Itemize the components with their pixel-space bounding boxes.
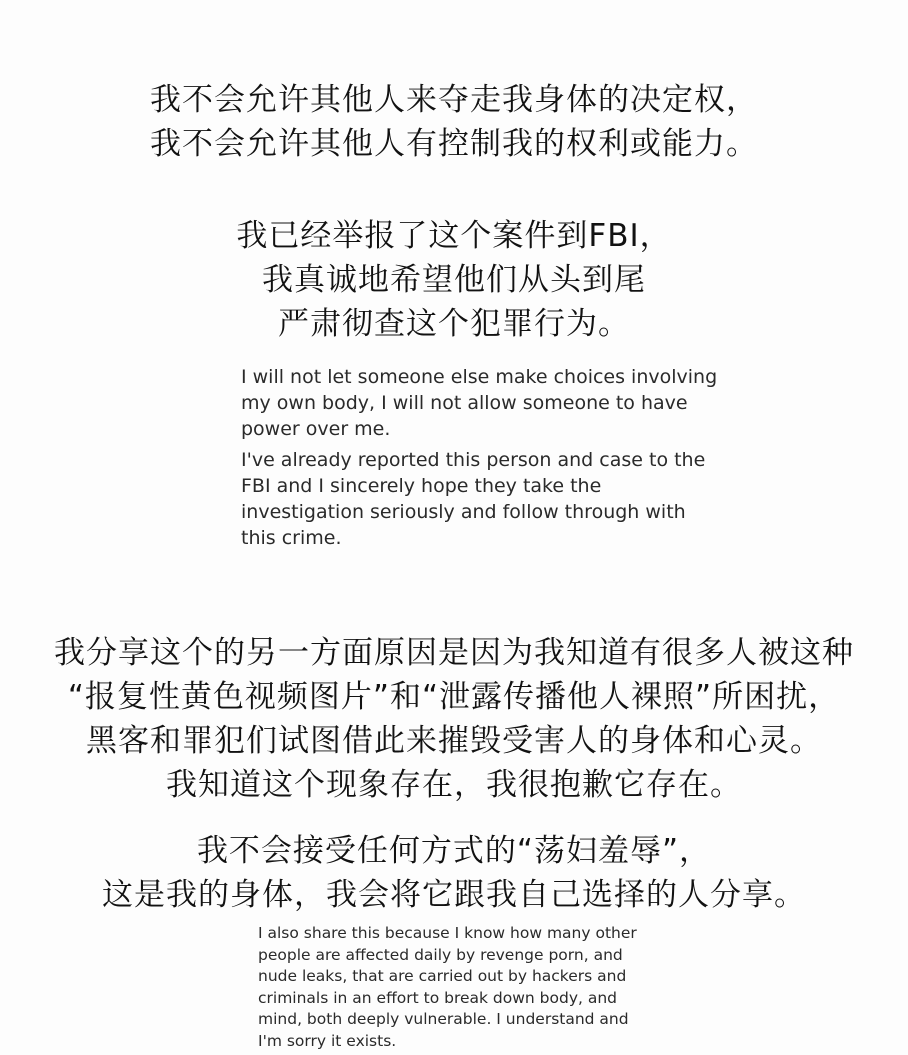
chinese-statement-why-sharing bbox=[0, 631, 908, 807]
text-line: I've already reported this person and case to the bbox=[241, 449, 706, 471]
chinese-statement-my-body bbox=[0, 829, 908, 917]
text-line: 我不会允许其他人有控制我的权利或能力。 bbox=[150, 126, 758, 162]
chinese-statement-fbi-report bbox=[0, 214, 908, 346]
text-line: 我分享这个的另一方面原因是因为我知道有很多人被这种 bbox=[54, 635, 854, 671]
text-line: nude leaks, that are carried out by hackers and bbox=[258, 967, 627, 985]
text-line: mind, both deeply vulnerable. I understand and bbox=[258, 1010, 629, 1028]
text-line: “报复性黄色视频图片”和“泄露传播他人裸照”所困扰， bbox=[67, 679, 841, 715]
text-line: people are affected daily by revenge porn, and bbox=[258, 945, 623, 964]
text-line: power over me. bbox=[241, 418, 391, 440]
text-line: 黑客和罪犯们试图借此来摧毁受害人的身体和心灵。 bbox=[86, 723, 822, 759]
english-statement-why-sharing bbox=[258, 923, 637, 1052]
text-line: I also share this because I know how many other bbox=[258, 924, 637, 942]
text-line: my own body, I will not allow someone to have bbox=[241, 392, 688, 414]
english-statement-fbi-report bbox=[241, 447, 705, 551]
text-line: 我真诚地希望他们从头到尾 bbox=[262, 262, 646, 298]
text-line: FBI and I sincerely hope they take the bbox=[241, 475, 602, 497]
text-line: I'm sorry it exists. bbox=[258, 1031, 397, 1050]
text-line: this crime. bbox=[241, 527, 342, 549]
text-line: criminals in an effort to break down body, and bbox=[258, 988, 618, 1007]
text-line: 我知道这个现象存在，我很抱歉它存在。 bbox=[166, 767, 742, 803]
text-line: 我不会允许其他人来夺走我身体的决定权， bbox=[150, 82, 758, 118]
text-line: 我已经举报了这个案件到FBI， bbox=[236, 218, 672, 254]
chinese-statement-body-choice bbox=[0, 78, 908, 166]
text-line: 这是我的身体，我会将它跟我自己选择的人分享。 bbox=[102, 877, 806, 913]
text-line: 严肃彻查这个犯罪行为。 bbox=[278, 306, 630, 342]
text-line: I will not let someone else make choices involving bbox=[241, 366, 718, 388]
text-line: 我不会接受任何方式的“荡妇羞辱”， bbox=[196, 833, 712, 869]
text-line: investigation seriously and follow through with bbox=[241, 501, 686, 523]
english-statement-body-choice bbox=[241, 364, 717, 442]
